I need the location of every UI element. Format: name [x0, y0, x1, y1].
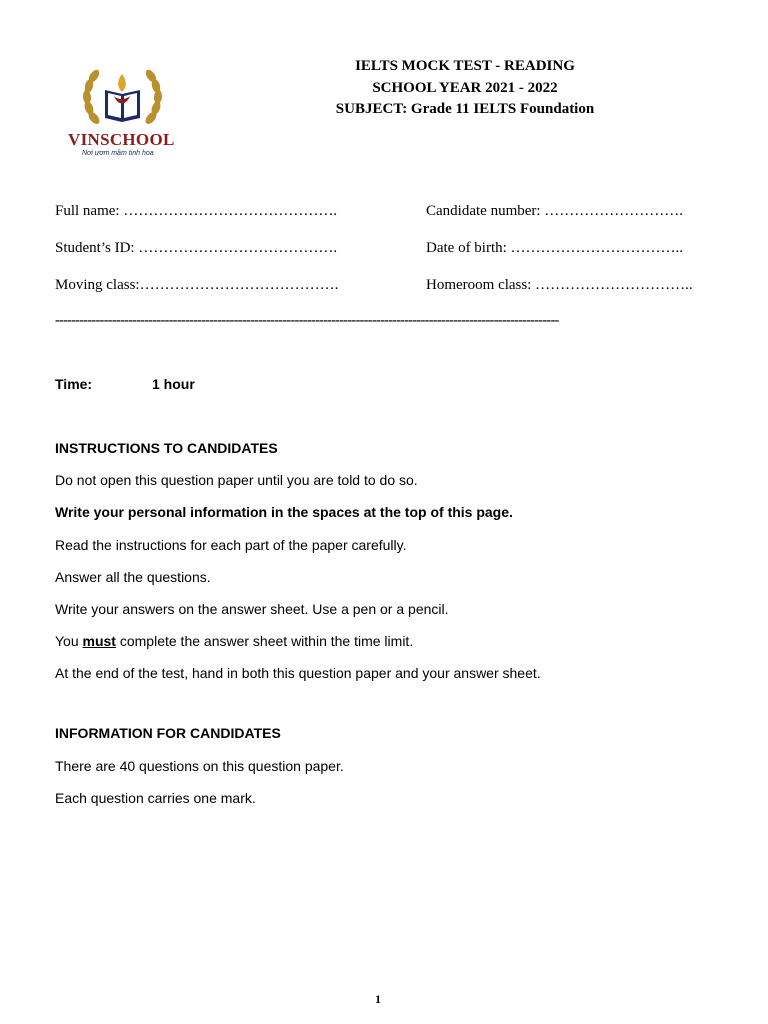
exam-title: IELTS MOCK TEST - READING — [355, 58, 575, 74]
page-number: 1 — [375, 992, 381, 1006]
time-value: 1 hour — [152, 376, 195, 392]
must-emphasis: must — [82, 633, 116, 649]
instruction-line: Write your personal information in the spaces at the top of this page. — [55, 504, 513, 520]
date-of-birth-field: Date of birth: …………………………….. — [426, 240, 684, 256]
student-id-field: Student’s ID: …………………………………. — [55, 240, 338, 256]
moving-class-field: Moving class:…………………………………. — [55, 277, 339, 293]
candidate-number-field: Candidate number: ………………………. — [426, 203, 684, 219]
information-heading: INFORMATION FOR CANDIDATES — [55, 725, 281, 741]
instruction-line: Read the instructions for each part of the paper carefully. — [55, 537, 407, 553]
instruction-line: Answer all the questions. — [55, 569, 211, 585]
school-year: SCHOOL YEAR 2021 - 2022 — [372, 80, 558, 96]
vinschool-logo — [60, 60, 185, 165]
information-line: There are 40 questions on this question paper. — [55, 758, 344, 774]
instruction-line: Do not open this question paper until you are told to do so. — [55, 472, 418, 488]
time-label: Time: — [55, 376, 93, 392]
instruction-line: Write your answers on the answer sheet. Use a pen or a pencil. — [55, 601, 449, 617]
full-name-field: Full name: ……………………………………. — [55, 203, 338, 219]
logo-tagline: Nơi ươm mầm tinh hoa — [82, 150, 154, 157]
logo-wordmark: VINSCHOOL — [68, 130, 175, 149]
homeroom-class-field: Homeroom class: ………………………….. — [426, 277, 693, 293]
laurel-book-emblem-icon — [60, 60, 185, 135]
dashed-divider: ---------------------------------------------------------------------------------------------------------------------------- — [55, 313, 559, 328]
subject-line: SUBJECT: Grade 11 IELTS Foundation — [335, 101, 595, 117]
instruction-text: complete the answer sheet within the time limit. — [115, 633, 414, 649]
information-line: Each question carries one mark. — [55, 790, 256, 806]
instruction-text: You — [55, 633, 83, 649]
instructions-heading: INSTRUCTIONS TO CANDIDATES — [55, 440, 278, 456]
instruction-line — [55, 633, 413, 649]
instruction-line: At the end of the test, hand in both this question paper and your answer sheet. — [55, 665, 541, 681]
